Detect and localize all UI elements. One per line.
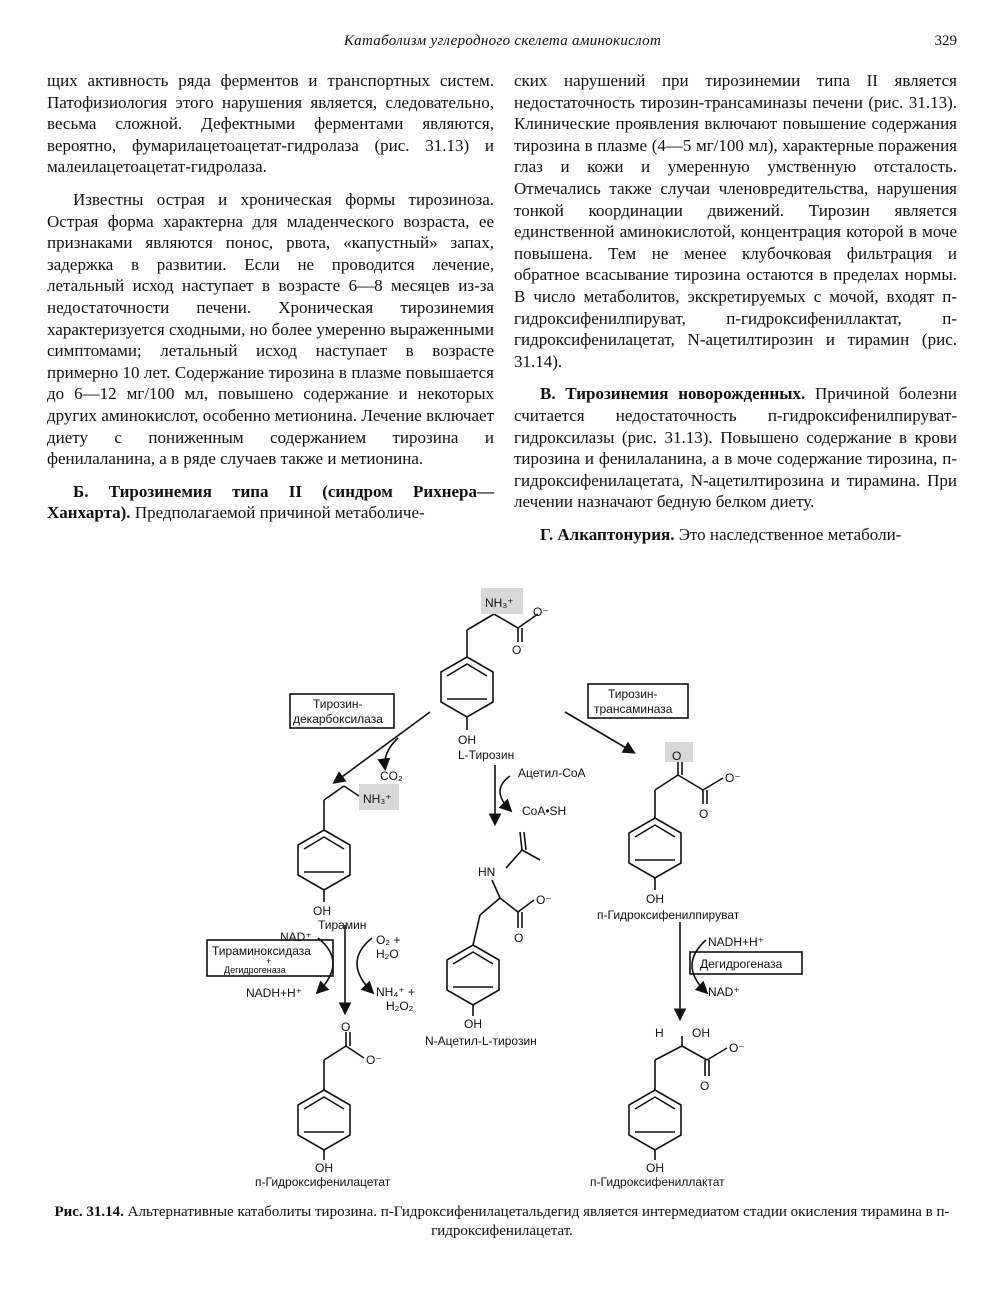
- oh-tyrosine: OH: [458, 733, 476, 747]
- o-lactate: O: [700, 1079, 710, 1093]
- left-paragraph-1: щих активность ряда ферментов и транспортных систем. Патофизиология этого нарушения является, следовательно, весьма сложной. Дефектными ферментами являются, вероятно, фумарилацетоацетат-гидролаза (рис. 31.13) и малеилацетоацетат-гидролаза.: [47, 71, 494, 177]
- o-keto: O: [672, 749, 682, 763]
- left-paragraph-2: Известны острая и хроническая формы тирозиноза. Острая форма характерна для младенческого возраста, ее признаками являются понос, рвота, «капустный» запах, задержка в развитии. Если не проводится лечение, летальный исход наступает в возрасте 6—8 месяцев из-за недостаточности печени. Хроническая тирозинемия характеризуется сходными, но более умеренно выраженными симптомами; летальный исход наступает в возрасте примерно 10 лет. Содержание тирозина в плазме повышается до 6—12 мг/100 мл, повышено содержание и некоторых других аминокислот, особенно метионина. Лечение включает диету с пониженным содержанием тирозина и фенилаланина, а в ряде случаев также и метионина.: [47, 189, 494, 469]
- dehydrogenase-label: Дегидрогеназа: [700, 957, 783, 971]
- pathway-figure: [0, 570, 1005, 1200]
- oh-lactate-top: OH: [692, 1026, 710, 1040]
- o-minus-lactate: O⁻: [729, 1041, 745, 1055]
- nad-plus-left: NAD⁺: [280, 930, 312, 944]
- phenylacetate-label: п-Гидроксифенилацетат: [255, 1175, 391, 1189]
- section-g-text: Это наследственное метаболи-: [678, 524, 902, 544]
- oh-tyramine: OH: [313, 904, 331, 918]
- nh3-label-tyramine: NH₃⁺: [363, 792, 392, 806]
- running-header: Катаболизм углеродного скелета аминокислот: [343, 33, 662, 49]
- phenylacetate-structure: [298, 1032, 364, 1160]
- h2o2-label: H₂O₂: [386, 999, 414, 1013]
- phenylpyruvate-structure: [629, 760, 723, 890]
- left-paragraph-3: [47, 481, 494, 524]
- oh-pyruvate: OH: [646, 892, 664, 906]
- right-paragraph-2: [514, 383, 957, 513]
- right-column: [514, 70, 957, 545]
- nh3-label-tyrosine: NH₃⁺: [485, 596, 514, 610]
- right-paragraph-1: ских нарушений при тирозинемии типа II является недостаточность тирозин-трансаминазы печени (рис. 31.13). Клинические проявления включают повышение содержания тирозина в плазме (4—5 мг/100 мл), характерные поражения глаз и кожи и умеренную умственную отсталость. Отмечались также случаи членовредительства, нарушения тонкой координации движений. Тирозин является единственной аминокислотой, концентрация которой в моче повышена. Тем не менее клубочковая фильтрация и обратное всасывание тирозина остаются в пределах нормы. В число метаболитов, экскретируемых с мочой, входят п-гидроксифенилпируват, п-гидроксифениллактат, п-гидроксифенилацетат, N-ацетилтирозин и тирамин (рис. 31.14).: [514, 71, 957, 371]
- nadh-left: NADH+H⁺: [246, 986, 303, 1000]
- o-pyruvate: O: [699, 807, 709, 821]
- transaminase-label-1: Тирозин-: [608, 687, 658, 701]
- phenylpyruvate-label: п-Гидроксифенилпируват: [597, 908, 740, 922]
- o-acetyl: O: [514, 931, 524, 945]
- o-minus-acetyl: O⁻: [536, 893, 552, 907]
- section-g-heading: Г. Алкаптонурия.: [540, 524, 675, 544]
- phenyllactate-label: п-Гидроксифениллактат: [590, 1175, 725, 1189]
- oh-acetyl: OH: [464, 1017, 482, 1031]
- hn-label: HN: [478, 865, 496, 879]
- oxidase-label-1: Тираминоксидаза: [212, 944, 311, 958]
- transaminase-label-2: трансаминаза: [594, 702, 673, 716]
- o-minus-pyruvate: O⁻: [725, 771, 741, 785]
- oh-lactate: OH: [646, 1161, 664, 1175]
- oh-acetate: OH: [315, 1161, 333, 1175]
- phenyllactate-structure: [629, 1036, 727, 1160]
- h-lactate: H: [655, 1026, 664, 1040]
- section-v-heading: В. Тирозинемия новорожденных.: [540, 384, 806, 404]
- section-b-heading: Б. Тирозинемия типа II (синдром Рихнера—Ханхарта).: [47, 481, 494, 523]
- o-minus-tyrosine: O⁻: [533, 605, 549, 619]
- nh4-label: NH₄⁺ +: [376, 985, 415, 999]
- o2-label: O₂ +: [376, 933, 401, 947]
- section-v-text: Причиной болезни считается недостаточность п-гидроксифенилпируват-гидроксилазы (рис. 31.13). Повышено содержание в крови тирозина и фенилаланина, а в моче содержание тирозина, п-гидроксифенилацетата, N-ацетилтирозина и тирамина. При лечении назначают бедную белком диету.: [514, 384, 958, 512]
- decarboxylase-label-1: Тирозин-: [313, 697, 363, 711]
- caption-text: Альтернативные катаболиты тирозина. п-Гидроксифенилацетальдегид является интермедиатом стадии окисления тирамина в п-гидроксифенилацетат.: [127, 1204, 950, 1239]
- o-acetate-top: O: [341, 1020, 351, 1034]
- tyrosine-label: L-Тирозин: [458, 748, 515, 762]
- left-column: [47, 70, 494, 524]
- tyramine-structure: [298, 786, 362, 902]
- oxidase-label-2: +: [266, 956, 272, 966]
- section-b-text: Предполагаемой причиной метаболиче-: [134, 503, 425, 523]
- o-minus-acetate: O⁻: [366, 1053, 382, 1067]
- figure-caption: [47, 1203, 957, 1241]
- coa-sh-label: CoA•SH: [522, 804, 567, 818]
- decarboxylase-label-2: декарбоксилаза: [293, 712, 383, 726]
- page-number: 329: [934, 33, 957, 49]
- oxidase-label-3: Дегидрогеназа: [224, 965, 286, 975]
- n-acetyl-tyrosine-structure: [447, 832, 540, 1016]
- o-tyrosine: O: [512, 643, 522, 657]
- acetyltyrosine-label: N-Ацетил-L-тирозин: [425, 1034, 537, 1048]
- acetyl-coa-label: Ацетил-CoA: [518, 766, 586, 780]
- right-paragraph-3: [514, 524, 957, 546]
- caption-number: Рис. 31.14.: [54, 1204, 124, 1220]
- nad-plus-right: NAD⁺: [708, 985, 740, 999]
- h2o-label: H₂O: [376, 947, 399, 961]
- tyramine-label: Тирамин: [318, 918, 367, 932]
- nadh-right: NADH+H⁺: [708, 935, 765, 949]
- tyrosine-structure: [441, 604, 538, 730]
- co2-label: CO₂: [380, 769, 403, 783]
